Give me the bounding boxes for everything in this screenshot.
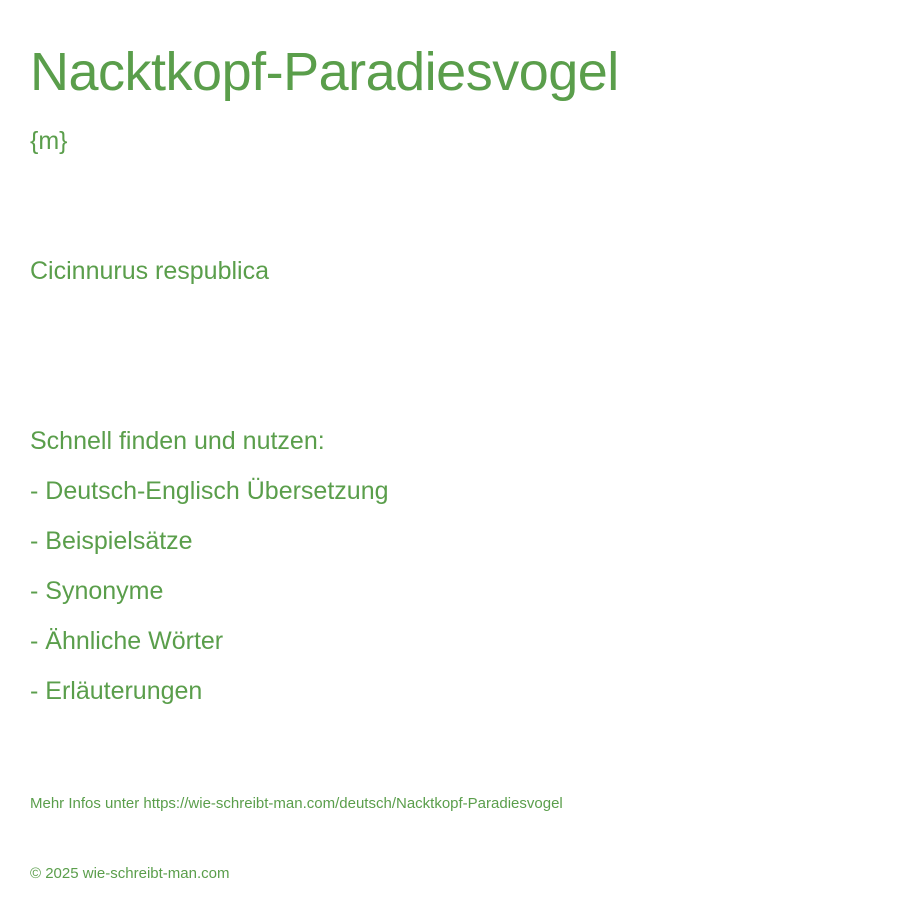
features-heading: Schnell finden und nutzen: — [30, 427, 325, 455]
gender-marker: {m} — [30, 127, 68, 155]
feature-item-synonyms: - Synonyme — [30, 577, 164, 605]
more-info-line — [30, 795, 563, 813]
more-info-prefix: Mehr Infos unter — [30, 795, 144, 812]
page-title: Nacktkopf-Paradiesvogel — [30, 42, 619, 102]
scientific-name: Cicinnurus respublica — [30, 257, 270, 285]
feature-item-similar-words: - Ähnliche Wörter — [30, 627, 224, 655]
copyright-notice: © 2025 wie-schreibt-man.com — [30, 865, 230, 882]
feature-item-example-sentences: - Beispielsätze — [30, 527, 193, 555]
feature-item-translation: - Deutsch-Englisch Übersetzung — [30, 477, 389, 505]
features-list — [30, 476, 389, 726]
feature-item-explanations: - Erläuterungen — [30, 677, 203, 705]
more-info-url: https://wie-schreibt-man.com/deutsch/Nacktkopf-Paradiesvogel — [143, 795, 563, 812]
